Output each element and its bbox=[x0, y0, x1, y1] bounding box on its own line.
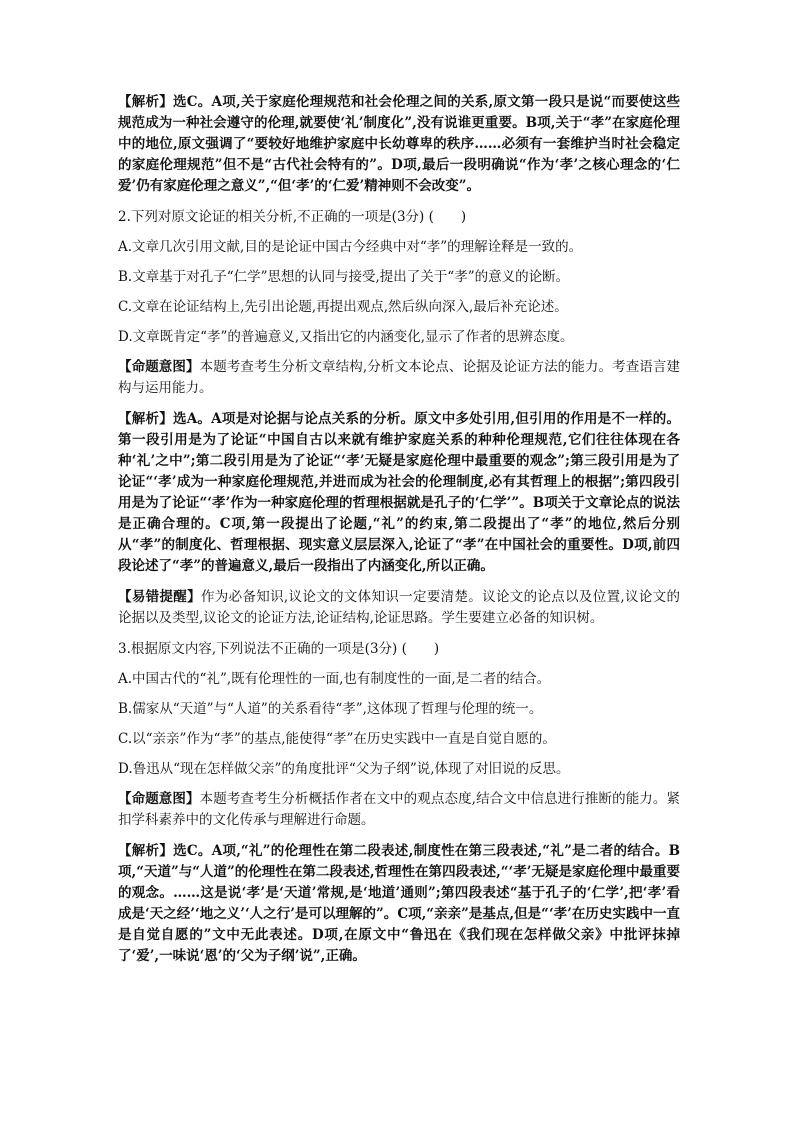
question-2-option-b: B.文章基于对孔子“仁学”思想的认同与接受,提出了关于“孝”的意义的论断。 bbox=[118, 269, 570, 285]
question-3-analysis bbox=[118, 841, 680, 967]
document-page bbox=[118, 92, 680, 977]
question-2-option-c: C.文章在论证结构上,先引出论题,再提出观点,然后纵向深入,最后补充论述。 bbox=[118, 299, 568, 315]
analysis-paragraph bbox=[118, 92, 680, 197]
question-2-stem: 2.下列对原文论证的相关分析,不正确的一项是(3分) ( ) bbox=[118, 209, 467, 225]
analysis-text: 选A。A项是对论据与论点关系的分析。原文中多处引用,但引用的作用是不一样的。第一段引用是为了论证“中国自古以来就有维护家庭关系的种种伦理规范,它们往往体现在各种‘礼’之中”;第二段引用是为了论证“‘孝’无疑是家庭伦理中最重要的观念”;第三段引用是为了论证“‘孝’成为一种家庭伦理规范,并进而成为社会的伦理制度,必有其哲理上的根据”;第四段引用是为了论证“‘孝’作为一种家庭伦理的哲理根据就是孔子的‘仁学’”。B项关于文章论点的说法是正确合理的。C项,第一段提出了论题,“礼”的约束,第二段提出了“孝”的地位,然后分别从“孝”的制度化、哲理根据、现实意义层层深入,论证了“孝”在中国社会的重要性。D项,前四段论述了“孝”的普遍意义,最后一段指出了内涵变化,所以正确。 bbox=[118, 411, 680, 574]
question-3-option-a: A.中国古代的“礼”,既有伦理性的一面,也有制度性的一面,是二者的结合。 bbox=[118, 671, 551, 687]
question-2-analysis bbox=[118, 409, 680, 577]
analysis-text: 选C。A项,“礼”的伦理性在第二段表述,制度性在第三段表述,“礼”是二者的结合。B项,“天道”与“人道”的伦理性在第二段表述,哲理性在第四段表述,“‘孝’无疑是家庭伦理中最重要的观念。……这是说‘孝’是‘天道’常规,是‘地道’通则”;第四段表述“基于孔子的‘仁学’,把‘孝’看成是‘天之经’‘地之义’‘人之行’是可以理解的”。C项,“亲亲”是基点,但是“‘孝’在历史实践中一直是自觉自愿的”文中无此表述。D项,在原文中“鲁迅在《我们现在怎样做父亲》中批评抹掉了‘爱’,一味说‘恩’的‘父为子纲’说”,正确。 bbox=[118, 843, 681, 964]
intent-text: 本题考查考生分析概括作者在文中的观点态度,结合文中信息进行推断的能力。紧扣学科素养中的文化传承与理解进行命题。 bbox=[118, 791, 681, 828]
intent-tag: 【命题意图】 bbox=[118, 359, 200, 375]
analysis-text: 选C。A项,关于家庭伦理规范和社会伦理之间的关系,原文第一段只是说“而要使这些规范成为一种社会遵守的伦理,就要使‘礼’制度化”,没有说谁更重要。B项,关于“孝”在家庭伦理中的地位,原文强调了“要较好地维护家庭中长幼尊卑的秩序……必须有一套维护当时社会稳定的家庭伦理规范”但不是“古代社会特有的”。D项,最后一段明确说“作为‘孝’之核心理念的‘仁爱’仍有家庭伦理之意义”,“但‘孝’的‘仁爱’精神则不会改变”。 bbox=[118, 94, 680, 194]
question-3-option-b: B.儒家从“天道”与“人道”的关系看待“孝”,这体现了哲理与伦理的统一。 bbox=[118, 701, 543, 717]
question-3-stem: 3.根据原文内容,下列说法不正确的一项是(3分) ( ) bbox=[118, 641, 440, 657]
tip-tag: 【易错提醒】 bbox=[118, 589, 201, 605]
question-3-intent bbox=[118, 789, 680, 831]
tip-text: 作为必备知识,议论文的文体知识一定要清楚。议论文的论点以及位置,议论文的论据以及类型,议论文的论证方法,论证结构,论证思路。学生要建立必备的知识树。 bbox=[118, 589, 680, 626]
question-3-option-c: C.以“亲亲”作为“孝”的基点,能使得“孝”在历史实践中一直是自觉自愿的。 bbox=[118, 731, 556, 747]
analysis-tag: 【解析】 bbox=[118, 94, 174, 110]
question-3-option-d: D.鲁迅从“现在怎样做父亲”的角度批评“父为子纲”说,体现了对旧说的反思。 bbox=[118, 761, 570, 777]
analysis-tag: 【解析】 bbox=[118, 843, 174, 859]
intent-tag: 【命题意图】 bbox=[118, 791, 200, 807]
intent-text: 本题考查考生分析文章结构,分析文本论点、论据及论证方法的能力。考查语言建构与运用能力。 bbox=[118, 359, 681, 396]
question-2-intent bbox=[118, 357, 680, 399]
question-2-option-a: A.文章几次引用文献,目的是论证中国古今经典中对“孝”的理解诠释是一致的。 bbox=[118, 239, 583, 255]
analysis-tag: 【解析】 bbox=[118, 411, 173, 427]
question-2-tip bbox=[118, 587, 680, 629]
question-2-option-d: D.文章既肯定“孝”的普遍意义,又指出它的内涵变化,显示了作者的思辨态度。 bbox=[118, 329, 574, 345]
